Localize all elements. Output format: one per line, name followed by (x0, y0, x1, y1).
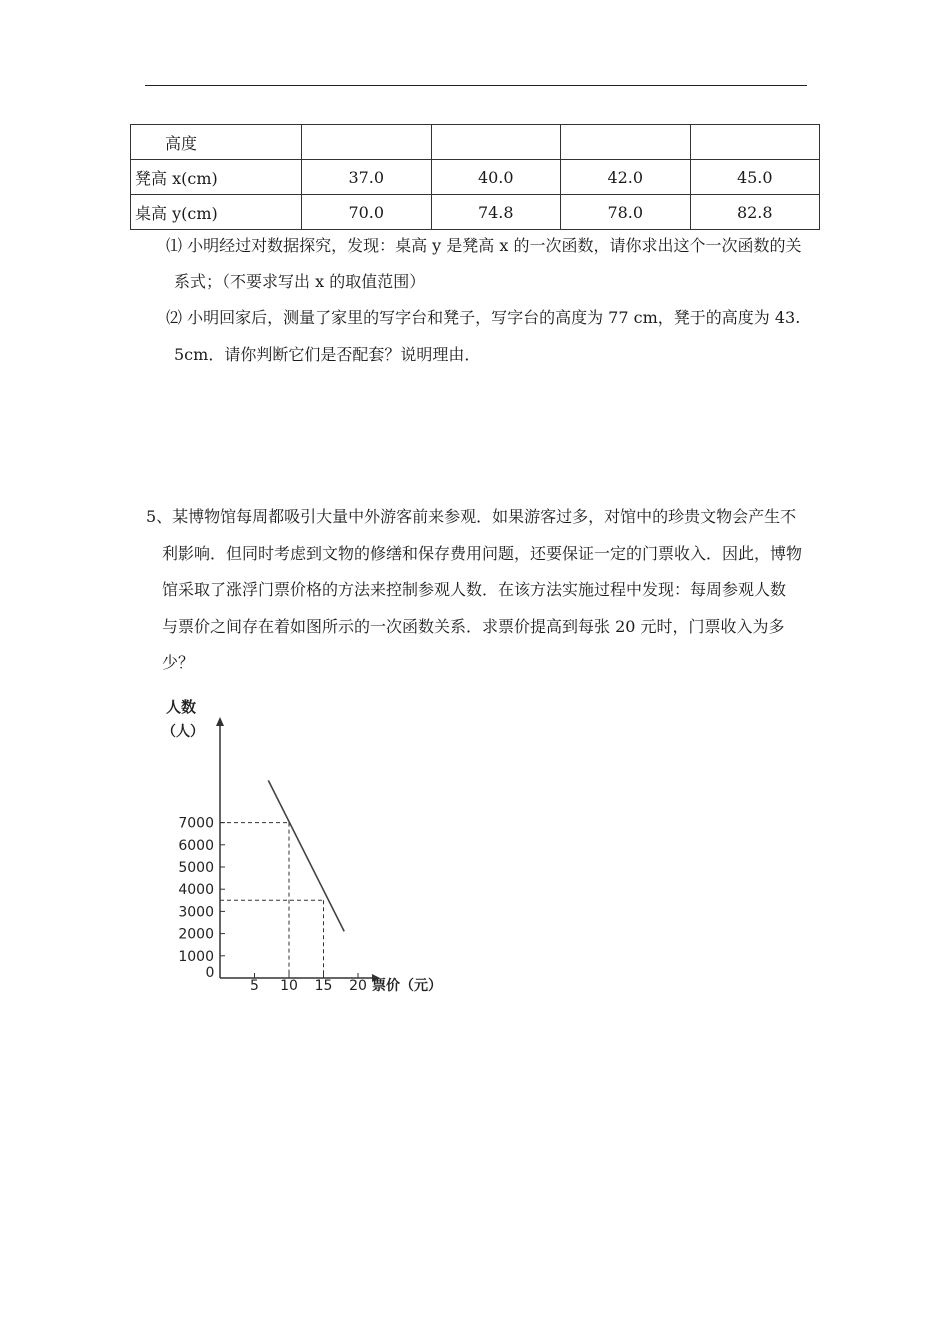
table-cell (431, 125, 561, 160)
row-header: 凳高 x(cm) (131, 160, 302, 195)
y-tick-label: 2000 (178, 926, 214, 943)
y-tick-label: 6000 (178, 837, 214, 854)
origin-label: 0 (205, 965, 215, 981)
x-tick-label: 20 (349, 978, 367, 994)
q5-line3: 馆采取了涨浮门票价格的方法来控制参观人数．在该方法实施过程中发现：每周参观人数 (162, 580, 787, 599)
table-cell (561, 125, 691, 160)
q4-part1-line2: 系式；（不要求写出 x 的取值范围） (174, 272, 426, 291)
q4-part2-line2: 5cm．请你判断它们是否配套？说明理由． (174, 345, 481, 364)
table-cell: 78.0 (561, 195, 691, 230)
table-cell: 70.0 (302, 195, 432, 230)
q5-line5: 少？ (162, 653, 195, 672)
x-tick-label: 15 (314, 978, 333, 994)
table-row (131, 195, 820, 230)
data-table (130, 124, 820, 230)
q5-line2: 利影响．但同时考虑到文物的修缮和保存费用问题，还要保证一定的门票收入．因此，博物 (162, 544, 803, 563)
y-tick-label: 7000 (178, 815, 214, 832)
table-cell: 82.8 (690, 195, 820, 230)
y-tick-label: 5000 (178, 860, 214, 876)
y-tick-label: 3000 (178, 904, 214, 921)
y-tick-label: 4000 (178, 882, 214, 899)
q4-part1-line1: ⑴ 小明经过对数据探究，发现：桌高 y 是凳高 x 的一次函数，请你求出这个一次函数的关 (166, 236, 802, 255)
y-axis-label: 人数 (166, 698, 197, 716)
y-tick-label: 1000 (178, 948, 214, 965)
x-tick-label: 5 (250, 978, 259, 994)
table-row (131, 125, 820, 160)
x-axis-label: 票价（元） (372, 978, 442, 994)
row-header: 高度 (131, 125, 302, 160)
q4-part2-line1: ⑵ 小明回家后，测量了家里的写字台和凳子，写字台的高度为 77 cm，凳于的高度为 43. (166, 308, 801, 327)
table-cell: 40.0 (431, 160, 561, 195)
table-cell: 45.0 (690, 160, 820, 195)
header-rule (145, 85, 807, 86)
y-axis-unit: （人） (162, 724, 204, 740)
y-axis-arrow (216, 717, 224, 726)
q5-line1: 5、某博物馆每周都吸引大量中外游客前来参观．如果游客过多，对馆中的珍贵文物会产生不 (146, 507, 797, 526)
table-cell: 42.0 (561, 160, 691, 195)
table-cell (690, 125, 820, 160)
x-tick-label: 10 (280, 978, 298, 994)
series-line (268, 780, 344, 931)
price-visitors-chart (150, 690, 470, 1000)
table-cell: 74.8 (431, 195, 561, 230)
table-row (131, 160, 820, 195)
table-cell: 37.0 (302, 160, 432, 195)
table-cell (302, 125, 432, 160)
row-header: 桌高 y(cm) (131, 195, 302, 230)
q5-line4: 与票价之间存在着如图所示的一次函数关系．求票价提高到每张 20 元时，门票收入为多 (162, 617, 785, 636)
